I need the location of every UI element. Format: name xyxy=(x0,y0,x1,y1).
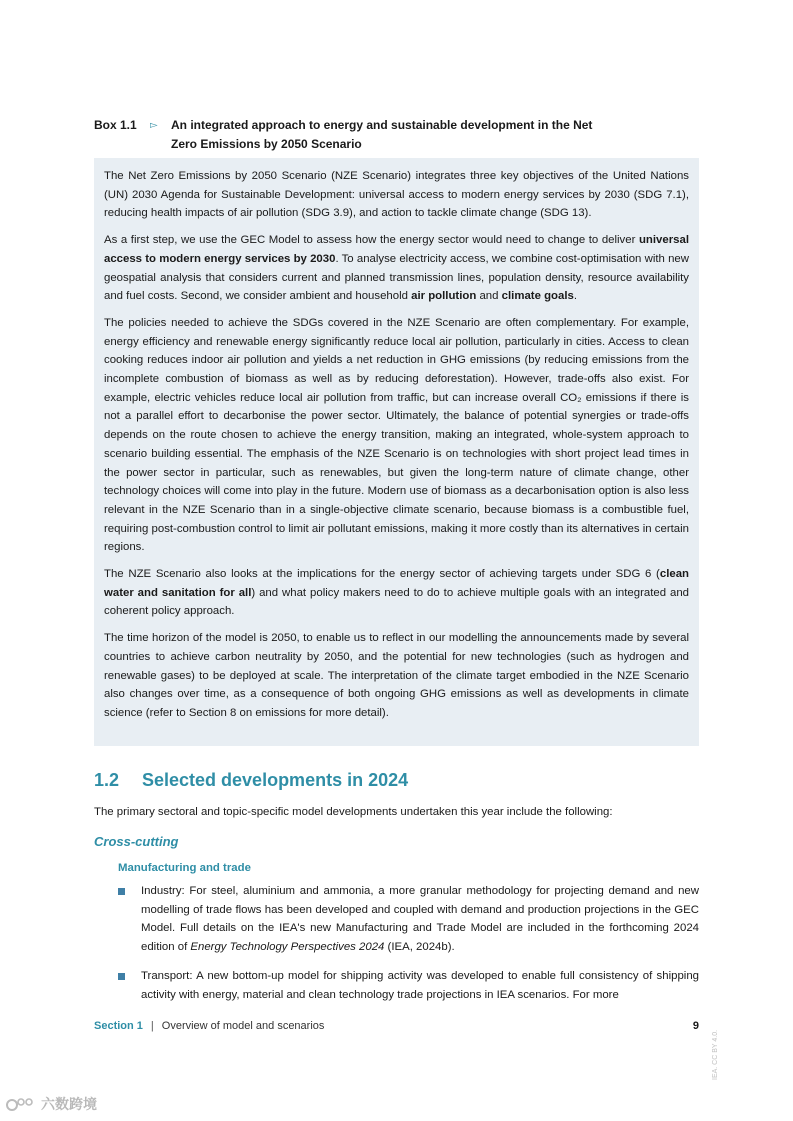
text-run: The Net Zero Emissions by 2050 Scenario (NZE Scenario) integrates three key objectives of the United Nations (UN) 2030 Agenda for Sustainable Development: universal access to modern energy services by 2030 (SDG 7.1), reducing health impacts of air pollution (SDG 3.9), and action to tackle climate change (SDG 13). xyxy=(104,170,689,220)
box-header xyxy=(94,116,699,154)
text-run: . xyxy=(573,290,577,303)
page-number: 9 xyxy=(692,1020,699,1032)
bullet-list xyxy=(118,882,699,1014)
footer-separator: | xyxy=(150,1020,154,1032)
footer-section-title: Overview of model and scenarios xyxy=(161,1020,325,1032)
license-note: IEA. CC BY 4.0. xyxy=(712,1029,719,1080)
text-run: ) and what policy makers need to do to achieve multiple goals with an integrated and coherent policy approach. xyxy=(104,586,689,618)
info-box xyxy=(94,158,699,746)
text-run: . To analyse electricity access, we combine cost-optimisation with new geospatial analysis that considers current and planned transmission lines, population density, resource availability and fuel costs. Second, we consider ambient and household xyxy=(104,252,689,303)
section-title: Selected developments in 2024 xyxy=(142,770,409,790)
box-paragraph xyxy=(104,565,689,621)
text-run: and xyxy=(476,290,502,303)
box-paragraph xyxy=(104,314,689,557)
square-bullet-icon xyxy=(118,973,125,980)
arrow-icon: ▻ xyxy=(150,120,158,131)
box-paragraph xyxy=(104,231,689,306)
footer-section-label: Section 1 xyxy=(94,1020,143,1032)
section-number: 1.2 xyxy=(94,770,120,790)
bullet-text xyxy=(141,882,699,957)
page-footer xyxy=(94,1020,699,1032)
bold-text: universal access to modern energy services by 2030 xyxy=(104,234,689,265)
box-title: An integrated approach to energy and sustainable development in the Net Zero Emissions by 2050 Scenario xyxy=(171,118,593,151)
text-run: The policies needed to achieve the SDGs covered in the NZE Scenario are often complementary. For example, energy efficiency and renewable energy significantly reduce local air pollution, particularly in cities. Access to clean cooking reduces indoor air pollution and yields a net reduction in GHG emissions (by reducing emissions from the incomplete combustion of biomass as well as by reducing deforestation). However, trade-offs also exist. For example, electric vehicles reduce local air pollution from traffic, but can increase overall CO₂ emissions if there is not a parallel effort to decarbonise the power sector. Ultimately, the balance of potential synergies or trade-offs depends on the route chosen to achieve the energy transition, making an integrated, whole-system approach to scenario building essential. The emphasis of the NZE Scenario is on technologies with short project lead times in the power sector in particular, such as renewables, but given the long-term nature of climate change, other technology choices will come into play in the future. Modern use of biomass as a decarbonisation option is also less relevant in the NZE Scenario than in a single-objective climate scenario, because biomass is a combustible fuel, requiring post-combustion control to limit air pollutant emissions, making it more costly than its alternatives in certain regions. xyxy=(104,316,689,554)
bold-text: climate goals xyxy=(501,290,574,303)
watermark-logo-icon xyxy=(6,1096,36,1112)
bold-text: clean water and sanitation for all xyxy=(104,568,689,599)
box-paragraph xyxy=(104,629,689,723)
italic-text: Energy Technology Perspectives 2024 xyxy=(190,941,385,954)
box-paragraph xyxy=(104,167,689,223)
list-item xyxy=(118,967,699,1004)
text-run: (IEA, 2024b). xyxy=(384,941,455,954)
section-intro: The primary sectoral and topic-specific model developments undertaken this year include the following: xyxy=(94,806,613,818)
text-run: The time horizon of the model is 2050, to enable us to reflect in our modelling the announcements made by several countries to achieve carbon neutrality by 2050, and the potential for new technologies (such as hydrogen and renewable gases) to be deployed at scale. The interpretation of the climate target embodied in the NZE Scenario also changes over time, as a consequence of both ongoing GHG emissions as well as developments in climate science (refer to Section 8 on emissions for more detail). xyxy=(104,632,689,719)
text-run: Industry: For steel, aluminium and ammonia, a more granular methodology for projecting demand and new modelling of trade flows has been developed and coupled with demand and production projections in the GEC Model. Full details on the IEA's new Manufacturing and Trade Model are included in the forthcoming 2024 edition of xyxy=(141,885,699,954)
text-run: Transport: A new bottom-up model for shipping activity was developed to enable full consistency of shipping activity with energy, material and clean technology trade projections in IEA scenarios. For more xyxy=(141,969,699,1001)
box-label: Box 1.1 xyxy=(94,118,137,132)
list-item xyxy=(118,882,699,957)
watermark xyxy=(6,1094,97,1114)
section-heading xyxy=(94,770,408,791)
subsubheading: Manufacturing and trade xyxy=(118,862,251,874)
watermark-text: 六数跨境 xyxy=(41,1096,97,1112)
text-run: As a first step, we use the GEC Model to assess how the energy sector would need to change to deliver xyxy=(104,234,639,247)
square-bullet-icon xyxy=(118,888,125,895)
subheading: Cross-cutting xyxy=(94,834,179,849)
text-run: The NZE Scenario also looks at the implications for the energy sector of achieving targets under SDG 6 ( xyxy=(104,568,660,581)
bold-text: air pollution xyxy=(411,290,477,303)
bullet-text xyxy=(141,967,699,1004)
